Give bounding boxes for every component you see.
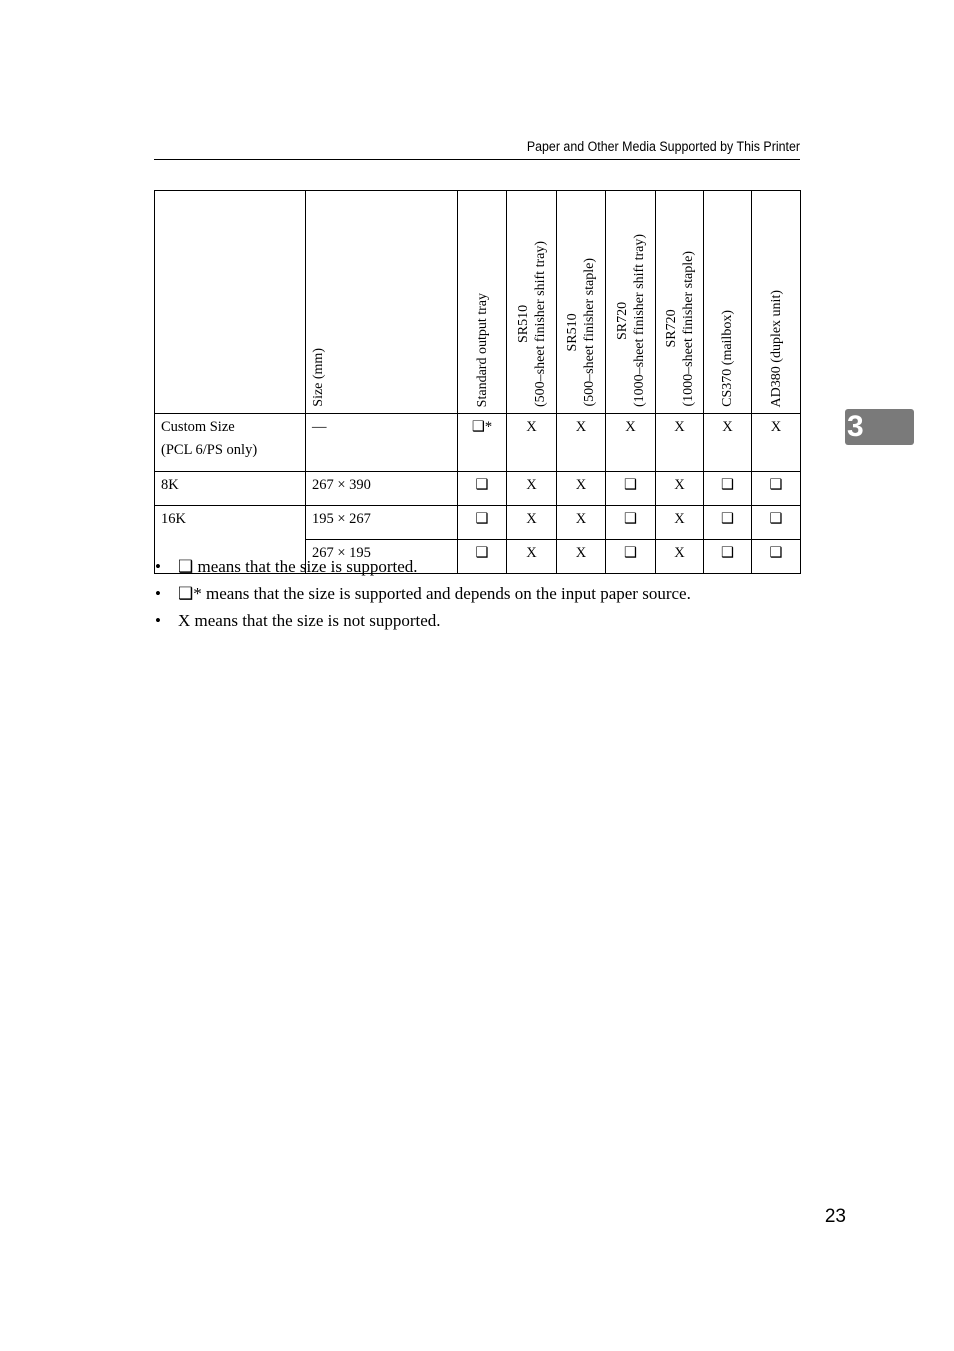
header-paper-type bbox=[155, 191, 306, 414]
paper-type-cell: 16K bbox=[155, 506, 306, 574]
support-cell: ❑ bbox=[752, 540, 801, 574]
paper-type-cell: 8K bbox=[155, 472, 306, 506]
list-item bbox=[154, 580, 814, 607]
support-cell: X bbox=[656, 506, 704, 540]
header-cs370-mailbox: CS370 (mailbox) bbox=[704, 191, 752, 414]
list-item bbox=[154, 553, 814, 580]
support-cell: ❑ bbox=[704, 506, 752, 540]
legend-notes bbox=[154, 553, 814, 634]
support-cell: ❑ bbox=[606, 540, 656, 574]
chapter-tab: 3 bbox=[845, 409, 914, 445]
support-cell: ❑ bbox=[458, 540, 507, 574]
support-cell: ❑ bbox=[704, 472, 752, 506]
table-row bbox=[155, 414, 801, 472]
paper-type-cell: Custom Size (PCL 6/PS only) bbox=[155, 414, 306, 472]
support-cell: X bbox=[557, 540, 606, 574]
bullet: • bbox=[155, 584, 161, 603]
note-text: X means that the size is not supported. bbox=[178, 611, 441, 630]
support-cell: ❑ bbox=[458, 472, 507, 506]
support-cell: X bbox=[704, 414, 752, 472]
note-text: ❑ means that the size is supported. bbox=[178, 557, 418, 576]
header-sr510-shift-tray: SR510 (500–sheet finisher shift tray) bbox=[507, 191, 557, 414]
support-cell: X bbox=[656, 540, 704, 574]
note-text: ❑* means that the size is supported and depends on the input paper source. bbox=[178, 584, 691, 603]
header-standard-output-tray: Standard output tray bbox=[458, 191, 507, 414]
paper-size-support-table bbox=[154, 190, 801, 574]
support-cell: ❑ bbox=[752, 472, 801, 506]
support-cell: X bbox=[507, 472, 557, 506]
header-size: Size (mm) bbox=[306, 191, 458, 414]
support-cell: ❑ bbox=[458, 506, 507, 540]
support-cell: X bbox=[507, 506, 557, 540]
support-cell: X bbox=[656, 414, 704, 472]
support-cell: ❑ bbox=[606, 506, 656, 540]
size-cell: — bbox=[306, 414, 458, 472]
support-cell: X bbox=[606, 414, 656, 472]
support-cell: X bbox=[557, 506, 606, 540]
size-cell: 267 × 195 bbox=[306, 540, 458, 574]
running-header: Paper and Other Media Supported by This Printer bbox=[526, 139, 800, 154]
list-item bbox=[154, 607, 814, 634]
support-cell: ❑ bbox=[752, 506, 801, 540]
support-cell: X bbox=[557, 414, 606, 472]
header-sr720-staple: SR720 (1000–sheet finisher staple) bbox=[656, 191, 704, 414]
support-cell: ❑ bbox=[606, 472, 656, 506]
header-sr720-shift-tray: SR720 (1000–sheet finisher shift tray) bbox=[606, 191, 656, 414]
support-cell: X bbox=[507, 414, 557, 472]
header-sr510-staple: SR510 (500–sheet finisher staple) bbox=[557, 191, 606, 414]
table-row bbox=[155, 472, 801, 506]
support-cell: X bbox=[507, 540, 557, 574]
support-cell: ❑* bbox=[458, 414, 507, 472]
support-cell: X bbox=[557, 472, 606, 506]
table-row bbox=[155, 506, 801, 540]
bullet: • bbox=[155, 557, 161, 576]
support-cell: X bbox=[656, 472, 704, 506]
table-header-row bbox=[155, 191, 801, 414]
support-cell: X bbox=[752, 414, 801, 472]
page-number: 23 bbox=[824, 1206, 846, 1227]
size-cell: 267 × 390 bbox=[306, 472, 458, 506]
bullet: • bbox=[155, 611, 161, 630]
support-cell: ❑ bbox=[704, 540, 752, 574]
header-rule bbox=[154, 159, 800, 160]
size-cell: 195 × 267 bbox=[306, 506, 458, 540]
header-ad380-duplex: AD380 (duplex unit) bbox=[752, 191, 801, 414]
